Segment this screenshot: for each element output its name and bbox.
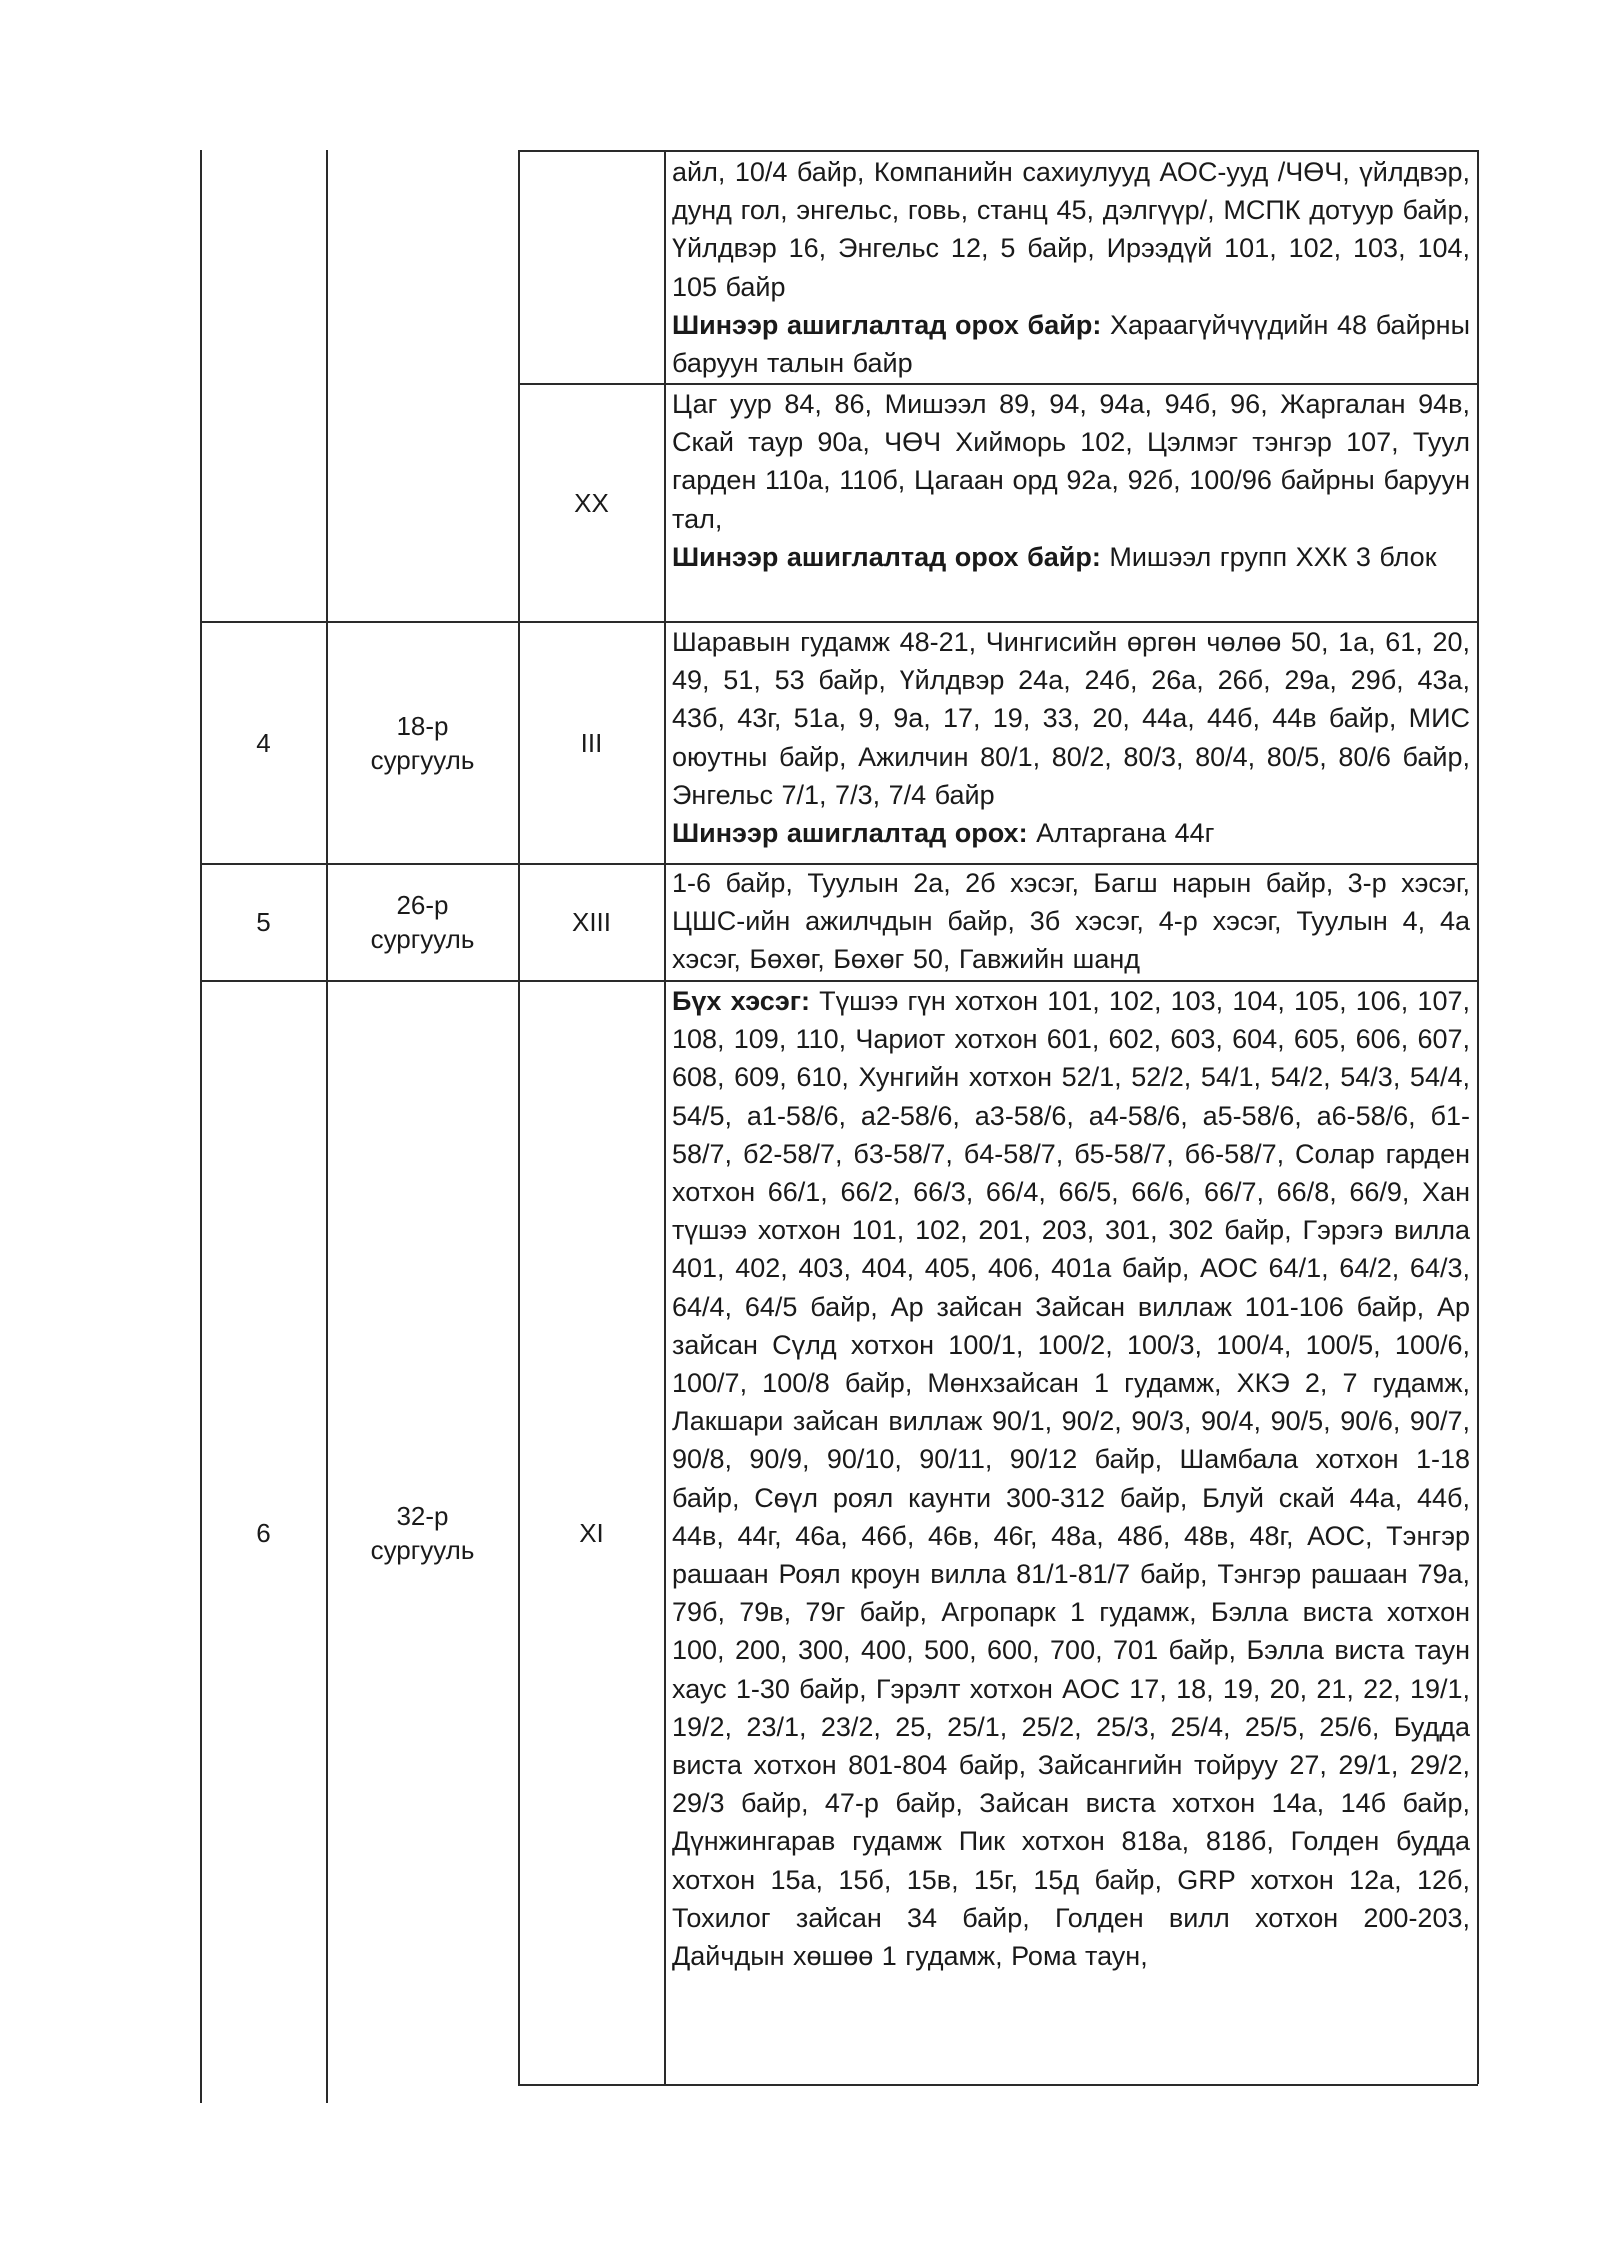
district-cell <box>519 622 664 863</box>
row-5-text <box>672 864 1470 979</box>
district-number: XX <box>574 487 609 518</box>
district-cell <box>519 981 664 2084</box>
district-number: XIII <box>571 907 611 937</box>
table-border-right <box>1477 150 1479 2084</box>
district-cell <box>519 384 664 621</box>
row-number-cell <box>201 981 326 2084</box>
new-building-label: Шинээр ашиглалтад орох: <box>672 818 1028 849</box>
row-number: 4 <box>256 727 271 758</box>
district-number: III <box>580 727 603 758</box>
school-label: сургууль <box>370 744 475 775</box>
school-cell <box>327 981 518 2084</box>
school-number: 26-р <box>396 890 449 920</box>
paragraph: 1-6 байр, Туулын 2а, 2б хэсэг, Багш нарын байр, 3-р хэсэг, ЦШС-ийн ажилчдын байр, 3б хэсэг, 4-р хэсэг, Туулын 4, 4а хэсэг, Бөхөг, Бөхөг 50, Гавжийн шанд <box>672 868 1470 975</box>
row-number-cell <box>201 864 326 980</box>
school-label: сургууль <box>370 924 475 954</box>
new-building-label: Шинээр ашиглалтад орох байр: <box>672 541 1101 572</box>
row-continuation-text <box>672 153 1470 382</box>
paragraph: айл, 10/4 байр, Компанийн сахиулууд АОС-ууд /ЧӨЧ, үйлдвэр, дунд гол, энгельс, говь, станц 45, дэлгүүр/, МСПК дотуур байр, Үйлдвэр 16, Энгельс 12, 5 байр, Ирээдүй 101, 102, 103, 104, 105 байр <box>672 157 1470 302</box>
school-number: 18-р <box>396 710 449 741</box>
table-border-top <box>518 150 1478 152</box>
paragraph: Шинээр ашиглалтад орох байр: Хараагүйчүүдийн 48 байрны баруун талын байр <box>672 309 1470 379</box>
paragraph: Шинээр ашиглалтад орох байр: Мишээл групп ХХК 3 блок <box>672 541 1437 572</box>
school-number: 32-р <box>396 1500 449 1531</box>
all-sections-label: Бүх хэсэг: <box>672 986 810 1016</box>
row-number: 5 <box>256 907 271 937</box>
school-label: сургууль <box>370 1534 475 1565</box>
school-cell <box>327 622 518 863</box>
new-building-label: Шинээр ашиглалтад орох байр: <box>672 309 1102 340</box>
paragraph: Шаравын гудамж 48-21, Чингисийн өргөн чөлөө 50, 1а, 61, 20, 49, 51, 53 байр, Үйлдвэр 24а, 24б, 26а, 26б, 29а, 29б, 43а, 43б, 43г, 51а, 9, 9а, 17, 19, 33, 20, 44а, 44б, 44в байр, МИС оюутны байр, Ажилчин 80/1, 80/2, 80/3, 80/4, 80/5, 80/6 байр, Энгельс 7/1, 7/3, 7/4 байр <box>672 627 1470 810</box>
row-6-text <box>672 982 1470 1975</box>
district-number: XI <box>579 1517 604 1548</box>
row-number-cell <box>201 622 326 863</box>
table-border-bottom <box>518 2084 1478 2086</box>
row-4-text <box>672 623 1470 852</box>
paragraph: Бүх хэсэг: Түшээ гүн хотхон 101, 102, 103, 104, 105, 106, 107, 108, 109, 110, Чариот хотхон 601, 602, 603, 604, 605, 606, 607, 608, 609, 610, Хунгийн хотхон 52/1, 52/2, 54/1, 54/2, 54/3, 54/4, 54/5, а1-58/6, а2-58/6, а3-58/6, а4-58/6, а5-58/6, а6-58/6, б1-58/7, б2-58/7, б3-58/7, б4-58/7, б5-58/7, б6-58/7, Солар гарден хотхон 66/1, 66/2, 66/3, 66/4, 66/5, 66/6, 66/7, 66/8, 66/9, Хан түшээ хотхон 101, 102, 201, 203, 301, 302 байр, Гэрэгэ вилла 401, 402, 403, 404, 405, 406, 401а байр, АОС 64/1, 64/2, 64/3, 64/4, 64/5 байр, Ар зайсан Зайсан виллаж 101-106 байр, Ар зайсан Сүлд хотхон 100/1, 100/2, 100/3, 100/4, 100/5, 100/6, 100/7, 100/8 байр, Мөнхзайсан 1 гудамж, ХКЭ 2, 7 гудамж, Лакшари зайсан виллаж 90/1, 90/2, 90/3, 90/4, 90/5, 90/6, 90/7, 90/8, 90/9, 90/10, 90/11, 90/12 байр, Шамбала хотхон 1-18 байр, Сөүл роял каунти 300-312 байр, Блуй скай 44а, 44б, 44в, 44г, 46а, 46б, 46в, 46г, 48а, 48б, 48в, 48г, АОС, Тэнгэр рашаан Роял кроун вилла 81/1-81/7 байр, Тэнгэр рашаан 79а, 79б, 79в, 79г байр, Агропарк 1 гудамж, Бэлла виста хотхон 100, 200, 300, 400, 500, 600, 700, 701 байр, Бэлла виста таун хаус 1-30 байр, Гэрэлт хотхон АОС 17, 18, 19, 20, 21, 22, 19/1, 19/2, 23/1, 23/2, 25, 25/1, 25/2, 25/3, 25/4, 25/5, 25/6, Будда виста хотхон 801-804 байр, Зайсангийн тойруу 27, 29/1, 29/2, 29/3 байр, 47-р байр, Зайсан виста хотхон 14а, 14б байр, Дүнжингарав гудамж Пик хотхон 818а, 818б, Голден будда хотхон 15а, 15б, 15в, 15г, 15д байр, GRP хотхон 12а, 12б, Тохилог зайсан 34 байр, Голден вилл хотхон 200-203, Дайчдын хөшөө 1 гудамж, Рома таун, <box>672 986 1470 1972</box>
school-cell <box>327 864 518 980</box>
paragraph: Цаг уур 84, 86, Мишээл 89, 94, 94а, 94б, 96, Жаргалан 94в, Скай таур 90а, ЧӨЧ Хиймoрь 102, Цэлмэг тэнгэр 107, Туул гарден 110а, 110б, Цагаан орд 92а, 92б, 100/96 байрны баруун тал, <box>672 389 1470 534</box>
paragraph: Шинээр ашиглалтад орох: Алтаргана 44г <box>672 818 1215 849</box>
row-number: 6 <box>256 1517 271 1548</box>
table-divider-district <box>664 150 666 2084</box>
row-xx-text <box>672 385 1470 576</box>
district-cell <box>519 864 664 980</box>
